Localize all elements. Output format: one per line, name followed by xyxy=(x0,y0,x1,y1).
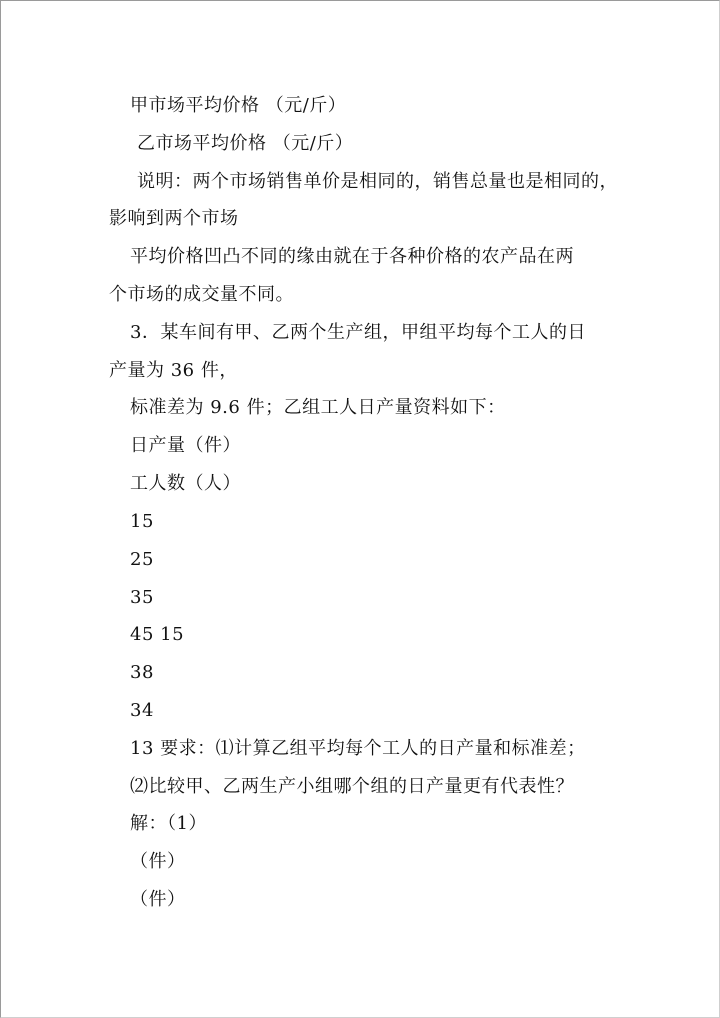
text-line-reason: 平均价格凹凸不同的缘由就在于各种价格的农产品在两 xyxy=(130,246,574,267)
text-line-unit: （件） xyxy=(130,851,186,872)
text-line-market-b-price: 乙市场平均价格 （元/斤） xyxy=(137,133,354,154)
text-line-reason-cont: 个市场的成交量不同。 xyxy=(109,284,294,305)
text-line-market-a-price: 甲市场平均价格 （元/斤） xyxy=(130,95,347,116)
text-line-value: 15 xyxy=(130,511,154,532)
text-line-value: 25 xyxy=(130,549,154,570)
text-line-worker-count-label: 工人数（人） xyxy=(130,473,241,494)
text-line-explanation: 说明：两个市场销售单价是相同的，销售总量也是相同的， xyxy=(137,171,618,192)
text-line-solution: 解：（1） xyxy=(130,813,207,834)
text-line-requirement-1: 13 要求：⑴计算乙组平均每个工人的日产量和标准差； xyxy=(130,738,586,759)
text-line-unit: （件） xyxy=(130,889,186,910)
text-line-value: 35 xyxy=(130,587,154,608)
text-line-daily-output-label: 日产量（件） xyxy=(130,435,241,456)
text-line-explanation-cont: 影响到两个市场 xyxy=(109,208,239,229)
text-line-value: 45 15 xyxy=(130,624,185,645)
text-line-problem-3-cont: 产量为 36 件， xyxy=(109,360,238,381)
text-line-std-dev: 标准差为 9.6 件；乙组工人日产量资料如下： xyxy=(130,397,506,418)
text-line-value: 34 xyxy=(130,700,154,721)
text-line-requirement-2: ⑵比较甲、乙两生产小组哪个组的日产量更有代表性？ xyxy=(130,776,574,797)
text-line-problem-3: 3．某车间有甲、乙两个生产组，甲组平均每个工人的日 xyxy=(130,322,586,343)
text-line-value: 38 xyxy=(130,662,154,683)
